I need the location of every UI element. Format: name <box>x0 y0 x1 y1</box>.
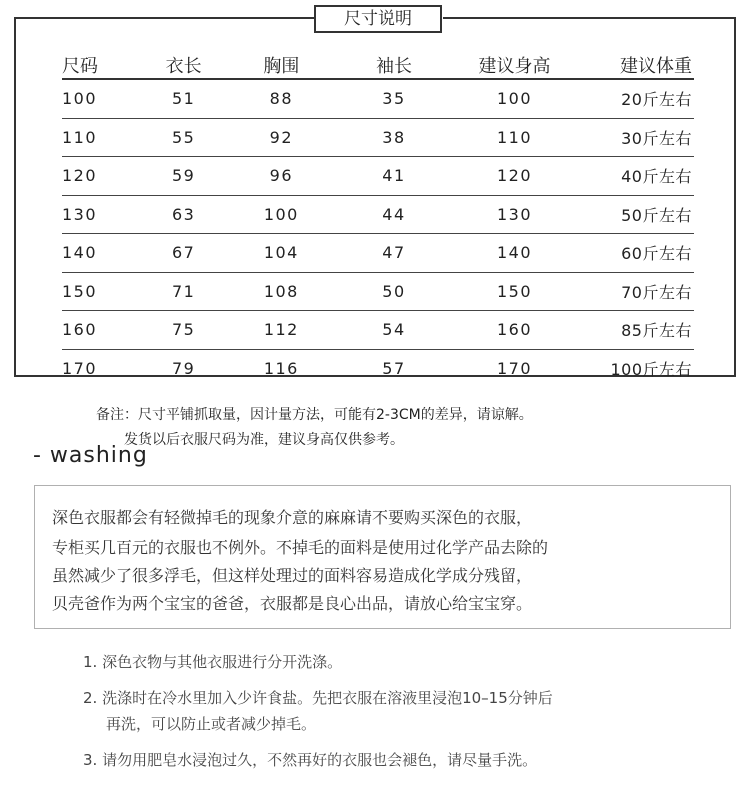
note-line-1: 备注：尺寸平铺抓取量，因计量方法，可能有2-3CM的差异，请谅解。 <box>96 407 533 423</box>
cell-height: 120 <box>453 157 577 196</box>
washing-notice-line: 虽然减少了很多浮毛，但这样处理过的面料容易造成化学成分残留， <box>52 566 533 585</box>
header-length: 衣长 <box>140 52 228 79</box>
cell-weight: 20斤左右 <box>576 79 694 118</box>
size-chart-title: 尺寸说明 <box>314 5 442 33</box>
cell-size: 150 <box>62 272 140 311</box>
cell-weight: 85斤左右 <box>576 311 694 350</box>
header-height: 建议身高 <box>453 52 577 79</box>
table-row <box>62 79 694 118</box>
cell-height: 150 <box>453 272 577 311</box>
cell-chest: 100 <box>228 195 336 234</box>
cell-chest: 88 <box>228 79 336 118</box>
cell-sleeve: 57 <box>382 358 406 378</box>
cell-weight: 40斤左右 <box>576 157 694 196</box>
washing-step-3: 3. 请勿用肥皂水浸泡过久，不然再好的衣服也会褪色，请尽量手洗。 <box>83 751 538 769</box>
cell-sleeve: 44 <box>335 195 453 234</box>
washing-heading: - washing <box>33 443 148 468</box>
header-weight: 建议体重 <box>576 52 694 79</box>
cell-size: 110 <box>62 118 140 157</box>
cell-size: 120 <box>62 157 140 196</box>
table-row <box>62 272 694 311</box>
cell-height: 100 <box>453 79 577 118</box>
cell-chest: 116 <box>263 358 299 378</box>
cell-length: 71 <box>140 272 228 311</box>
cell-weight: 50斤左右 <box>576 195 694 234</box>
cell-chest: 104 <box>228 234 336 273</box>
cell-height: 130 <box>453 195 577 234</box>
cell-height: 110 <box>453 118 577 157</box>
cell-chest: 96 <box>228 157 336 196</box>
cell-sleeve: 54 <box>335 311 453 350</box>
cell-weight: 30斤左右 <box>576 118 694 157</box>
cell-sleeve: 47 <box>335 234 453 273</box>
header-chest: 胸围 <box>228 52 336 79</box>
cell-size: 100 <box>62 79 140 118</box>
cell-length: 59 <box>140 157 228 196</box>
cell-sleeve: 38 <box>335 118 453 157</box>
cell-size: 170 <box>62 358 98 378</box>
size-table-header-row <box>62 52 694 79</box>
cell-sleeve: 35 <box>335 79 453 118</box>
table-row <box>62 195 694 234</box>
washing-step-2: 2. 洗涤时在冷水里加入少许食盐。先把衣服在溶液里浸泡10–15分钟后 <box>83 689 553 707</box>
washing-notice-line: 深色衣服都会有轻微掉毛的现象介意的麻麻请不要购买深色的衣服， <box>52 508 533 527</box>
cell-chest: 108 <box>228 272 336 311</box>
table-row <box>62 157 694 196</box>
cell-chest: 112 <box>228 311 336 350</box>
cell-length: 67 <box>140 234 228 273</box>
cell-chest: 92 <box>228 118 336 157</box>
table-row <box>62 311 694 350</box>
note-line-2: 发货以后衣服尺码为准，建议身高仅供参考。 <box>124 432 404 448</box>
cell-length: 75 <box>140 311 228 350</box>
cell-height: 170 <box>497 358 533 378</box>
cell-height: 140 <box>453 234 577 273</box>
cell-weight: 70斤左右 <box>576 272 694 311</box>
cell-weight: 100斤左右 <box>610 359 692 379</box>
washing-step-1: 1. 深色衣物与其他衣服进行分开洗涤。 <box>83 653 343 671</box>
table-row <box>62 349 694 387</box>
table-row <box>62 234 694 273</box>
size-table <box>62 52 694 387</box>
washing-step-2-continued: 再洗，可以防止或者减少掉毛。 <box>106 715 317 733</box>
cell-sleeve: 50 <box>335 272 453 311</box>
cell-height: 160 <box>453 311 577 350</box>
cell-length: 63 <box>140 195 228 234</box>
cell-size: 130 <box>62 195 140 234</box>
cell-size: 160 <box>62 311 140 350</box>
washing-notice-line: 贝壳爸作为两个宝宝的爸爸，衣服都是良心出品，请放心给宝宝穿。 <box>52 594 533 613</box>
cell-length: 51 <box>140 79 228 118</box>
washing-notice-line: 专柜买几百元的衣服也不例外。不掉毛的面料是使用过化学产品去除的 <box>52 538 549 557</box>
header-sleeve: 袖长 <box>335 52 453 79</box>
cell-weight: 60斤左右 <box>576 234 694 273</box>
cell-length: 55 <box>140 118 228 157</box>
cell-sleeve: 41 <box>335 157 453 196</box>
header-size: 尺码 <box>62 52 140 79</box>
cell-size: 140 <box>62 234 140 273</box>
table-row <box>62 118 694 157</box>
cell-length: 79 <box>171 358 196 378</box>
